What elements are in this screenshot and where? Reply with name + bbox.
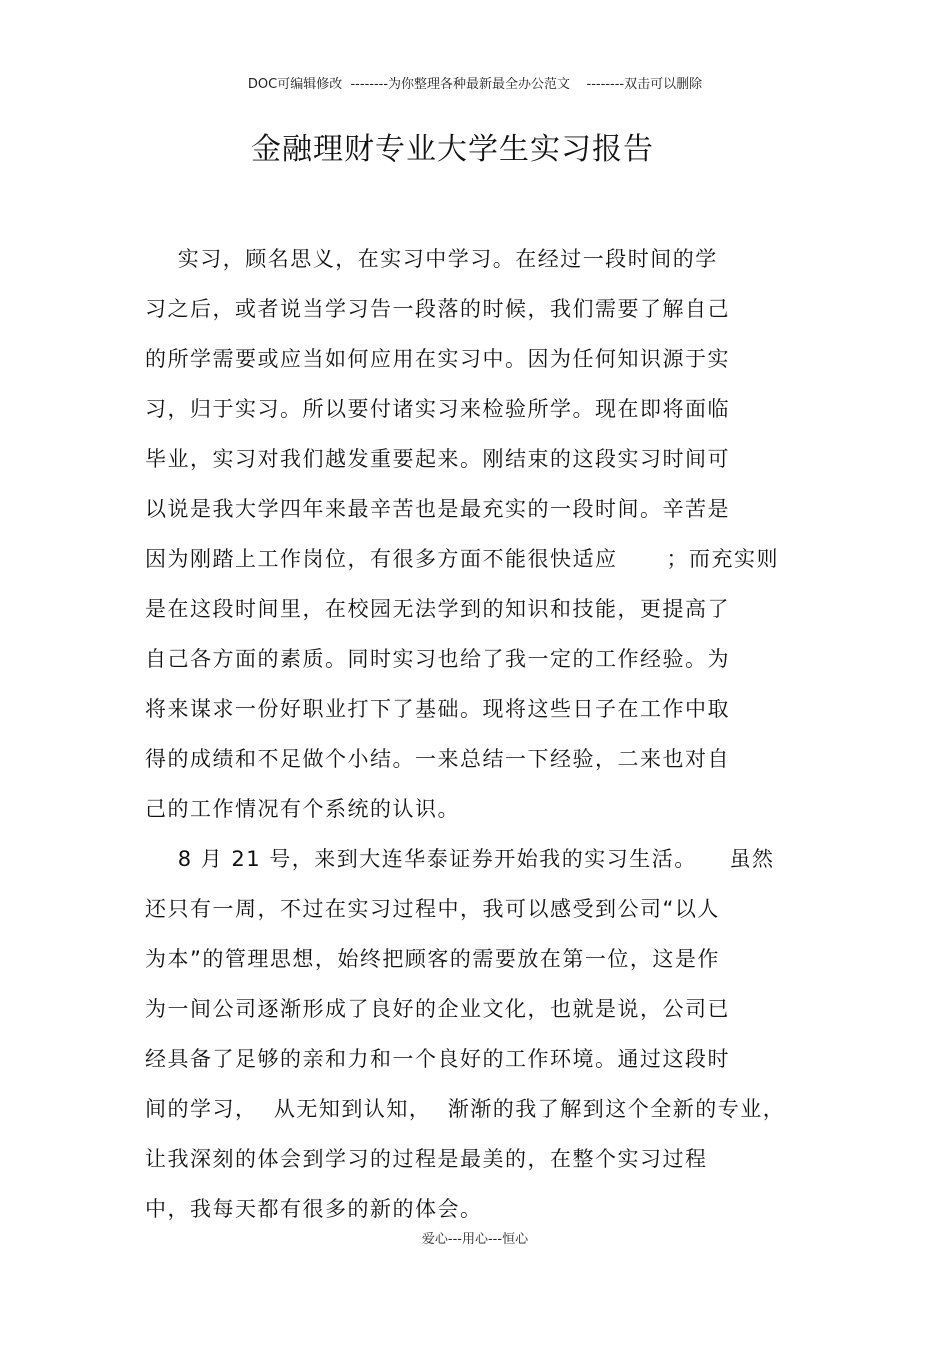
- body-line: 实习，顾名思义，在实习中学习。在经过一段时间的学: [145, 247, 718, 271]
- body-line: 毕业，实习对我们越发重要起来。刚结束的这段实习时间可: [145, 447, 730, 471]
- page-footer: 爱心---用心---恒心: [421, 1232, 529, 1247]
- page-header: DOC可编辑修改 --------为你整理各种最新最全办公范文 --------双击可以删除: [247, 77, 703, 92]
- body-line: 以说是我大学四年来最辛苦也是最充实的一段时间。辛苦是: [145, 497, 730, 521]
- document-title: 金融理财专业大学生实习报告: [251, 132, 654, 167]
- body-line: 将来谋求一份好职业打下了基础。现将这些日子在工作中取: [145, 697, 730, 721]
- body-line: 经具备了足够的亲和力和一个良好的工作环境。通过这段时: [145, 1047, 730, 1071]
- body-line: 是在这段时间里，在校园无法学到的知识和技能，更提高了: [145, 597, 730, 621]
- body-line: 习之后，或者说当学习告一段落的时候，我们需要了解自己: [145, 297, 730, 321]
- body-line: 为一间公司逐渐形成了良好的企业文化，也就是说，公司已: [145, 997, 730, 1021]
- body-line: 因为刚踏上工作岗位，有很多方面不能很快适应 ；而充实则: [145, 547, 780, 571]
- body-line: 自己各方面的素质。同时实习也给了我一定的工作经验。为: [145, 647, 730, 671]
- body-line: 还只有一周，不过在实习过程中，我可以感受到公司“以人: [145, 897, 720, 921]
- body-line: 间的学习， 从无知到认知， 渐渐的我了解到这个全新的专业，: [145, 1097, 786, 1121]
- body-line: 为本”的管理思想，始终把顾客的需要放在第一位，这是作: [145, 947, 720, 971]
- body-line: 中，我每天都有很多的新的体会。: [145, 1197, 483, 1221]
- body-line: 习，归于实习。所以要付诸实习来检验所学。现在即将面临: [145, 397, 730, 421]
- body-line: 8 月 21 号，来到大连华泰证券开始我的实习生活。 虽然: [145, 847, 775, 871]
- body-line: 己的工作情况有个系统的认识。: [145, 797, 460, 821]
- body-line: 让我深刻的体会到学习的过程是最美的，在整个实习过程: [145, 1147, 708, 1171]
- body-line: 得的成绩和不足做个小结。一来总结一下经验，二来也对自: [145, 747, 730, 771]
- body-line: 的所学需要或应当如何应用在实习中。因为任何知识源于实: [145, 347, 730, 371]
